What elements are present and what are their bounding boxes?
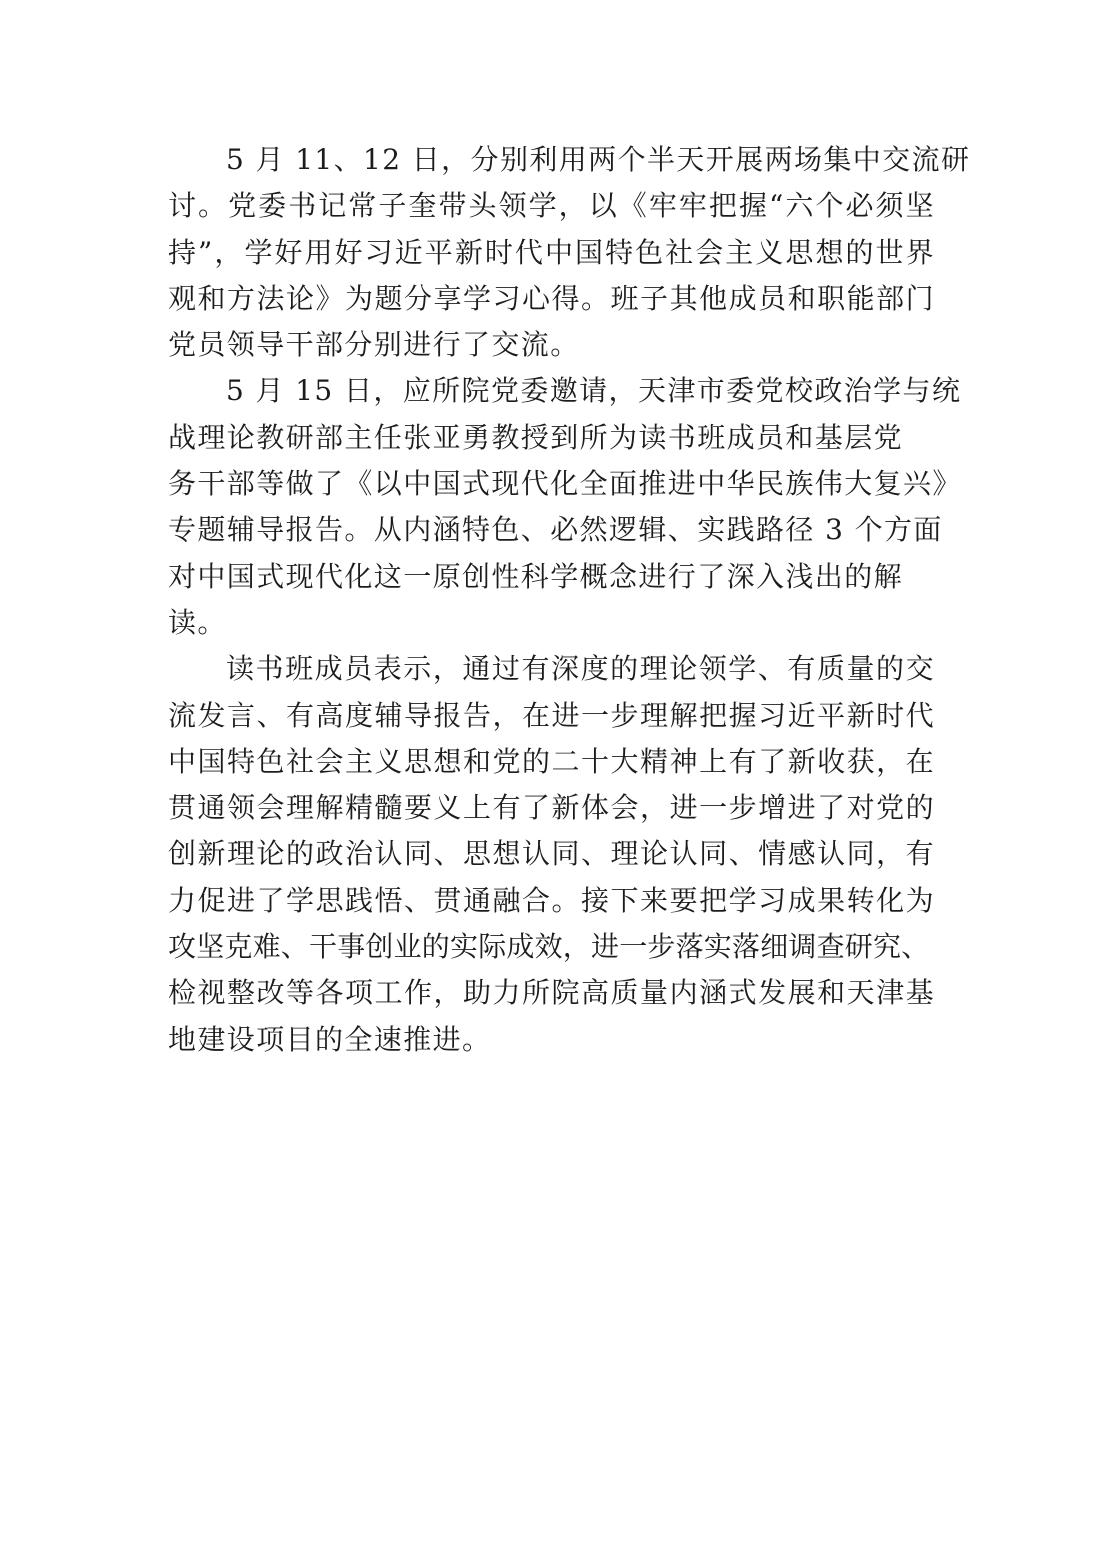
- text-line: 观和方法论》为题分享学习心得。班子其他成员和职能部门: [168, 281, 935, 315]
- text-line: 战理论教研部主任张亚勇教授到所为读书班成员和基层党: [168, 420, 904, 454]
- text-line: 讨。党委书记常子奎带头领学，以《牢牢把握“六个必须坚: [168, 189, 935, 223]
- paragraph-discussion-sessions: [168, 137, 971, 368]
- text-line: 中国特色社会主义思想和党的二十大精神上有了新收获，在: [168, 744, 935, 778]
- text-line: 力促进了学思践悟、贯通融合。接下来要把学习成果转化为: [168, 883, 935, 917]
- paragraph-study-outcomes: [168, 646, 968, 1063]
- text-line: 地建设项目的全速推进。: [168, 1022, 492, 1056]
- text-line: 5 月 11、12 日，分别利用两个半天开展两场集中交流研: [226, 143, 971, 176]
- text-line: 5 月 15 日，应所院党委邀请，天津市委党校政治学与统: [226, 374, 962, 408]
- text-line: 读。: [168, 605, 227, 639]
- text-line: 专题辅导报告。从内涵特色、必然逻辑、实践路径 3 个方面: [168, 513, 943, 547]
- text-line: 流发言、有高度辅导报告，在进一步理解把握习近平新时代: [168, 698, 935, 732]
- document-body: [168, 137, 971, 1063]
- text-line: 持”，学好用好习近平新时代中国特色社会主义思想的世界: [168, 235, 935, 269]
- text-line: 党员领导干部分别进行了交流。: [168, 328, 580, 362]
- text-line: 对中国式现代化这一原创性科学概念进行了深入浅出的解: [168, 559, 904, 593]
- paragraph-special-lecture: [168, 368, 968, 646]
- text-line: 创新理论的政治认同、思想认同、理论认同、情感认同，有: [168, 837, 935, 871]
- text-line: 读书班成员表示，通过有深度的理论领学、有质量的交: [226, 652, 935, 686]
- text-line: 攻坚克难、干事创业的实际成效，进一步落实落细调查研究、: [168, 930, 930, 964]
- text-line: 贯通领会理解精髓要义上有了新体会，进一步增进了对党的: [168, 791, 935, 825]
- text-line: 检视整改等各项工作，助力所院高质量内涵式发展和天津基: [168, 976, 935, 1010]
- text-line: 务干部等做了《以中国式现代化全面推进中华民族伟大复兴》: [168, 467, 962, 501]
